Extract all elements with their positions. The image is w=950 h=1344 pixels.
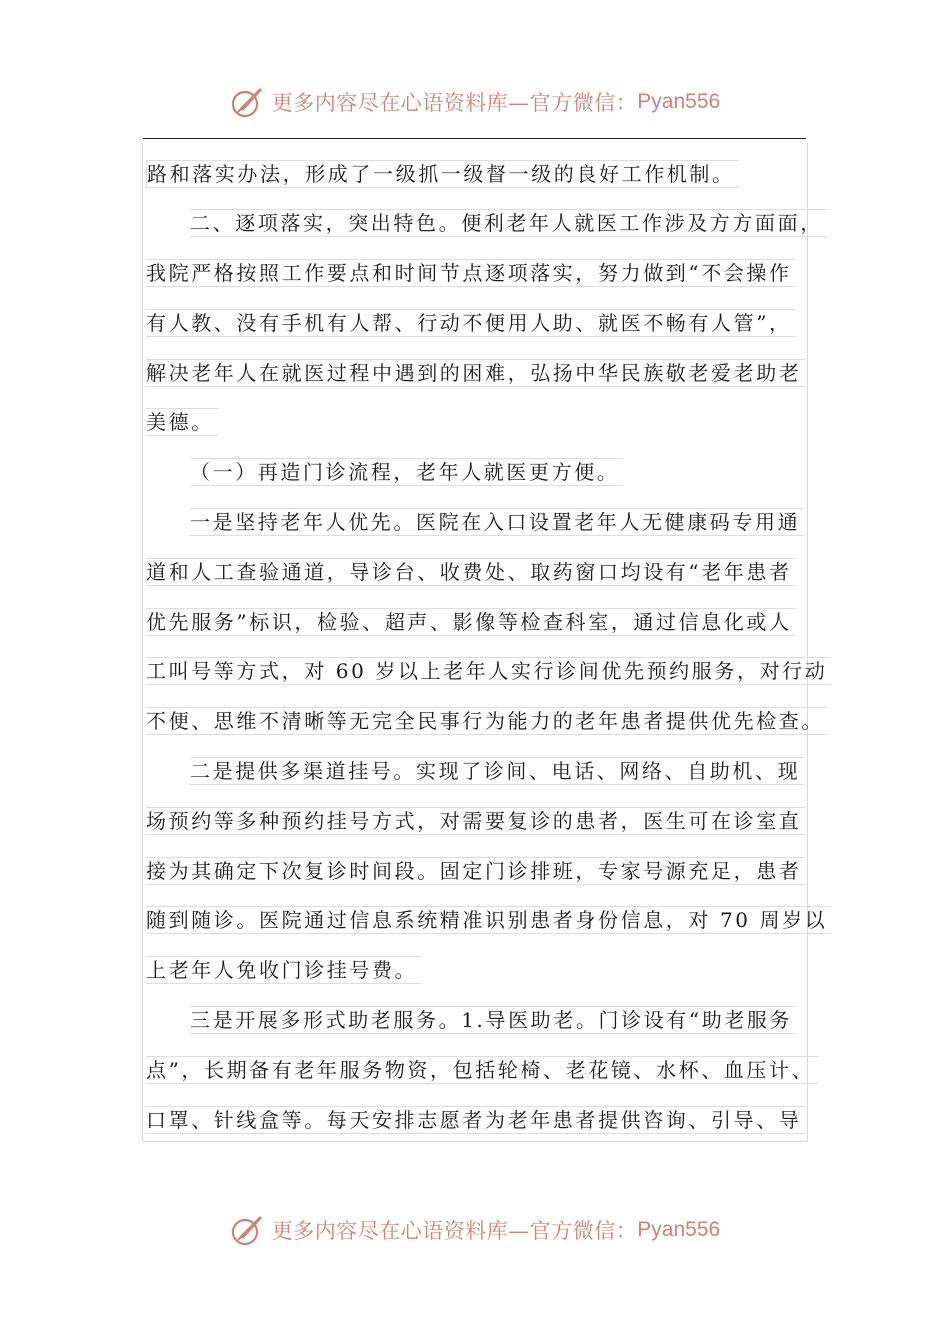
- body-line: 路和落实办法，形成了一级抓一级督一级的良好工作机制。: [146, 148, 836, 198]
- banner-text: 更多内容尽在心语资料库—官方微信：: [271, 1219, 638, 1243]
- header-rule: [143, 138, 806, 139]
- document-body: [146, 148, 836, 1144]
- banner-wechat-id: Pyan556: [637, 1218, 721, 1241]
- quill-logo-icon: [230, 84, 266, 120]
- body-line: 有人教、没有手机有人帮、行动不便用人助、就医不畅有人管”，: [146, 297, 836, 347]
- body-line: 工叫号等方式，对 60 岁以上老年人实行诊间优先预约服务，对行动: [146, 646, 836, 696]
- body-line: 我院严格按照工作要点和时间节点逐项落实，努力做到“不会操作: [146, 248, 836, 298]
- body-line: 口罩、针线盒等。每天安排志愿者为老年患者提供咨询、引导、导: [146, 1094, 836, 1144]
- body-line: 随到随诊。医院通过信息系统精准识别患者身份信息，对 70 周岁以: [146, 895, 836, 945]
- body-line: 二是提供多渠道挂号。实现了诊间、电话、网络、自助机、现: [146, 746, 836, 796]
- body-line: 接为其确定下次复诊时间段。固定门诊排班，专家号源充足，患者: [146, 845, 836, 895]
- body-line: 点”，长期备有老年服务物资，包括轮椅、老花镜、水杯、血压计、: [146, 1044, 836, 1094]
- header-banner: [0, 82, 950, 122]
- quill-logo-icon: [230, 1212, 266, 1248]
- body-line: 不便、思维不清晰等无完全民事行为能力的老年患者提供优先检查。: [146, 696, 836, 746]
- body-line: 解决老年人在就医过程中遇到的困难，弘扬中华民族敬老爱老助老: [146, 347, 836, 397]
- body-line: 优先服务”标识，检验、超声、影像等检查科室，通过信息化或人: [146, 596, 836, 646]
- body-line: 三是开展多形式助老服务。1.导医助老。门诊设有“助老服务: [146, 995, 836, 1045]
- body-line: 上老年人免收门诊挂号费。: [146, 945, 836, 995]
- body-line: 美德。: [146, 397, 836, 447]
- body-line: 一是坚持老年人优先。医院在入口设置老年人无健康码专用通: [146, 497, 836, 547]
- body-line: 二、逐项落实，突出特色。便利老年人就医工作涉及方方面面，: [146, 198, 836, 248]
- body-line: 场预约等多种预约挂号方式，对需要复诊的患者，医生可在诊室直: [146, 795, 836, 845]
- banner-wechat-id: Pyan556: [637, 90, 721, 113]
- section-heading: （一）再造门诊流程，老年人就医更方便。: [146, 447, 836, 497]
- banner-text: 更多内容尽在心语资料库—官方微信：: [271, 91, 638, 115]
- footer-banner: [0, 1210, 950, 1250]
- body-line: 道和人工查验通道，导诊台、收费处、取药窗口均设有“老年患者: [146, 546, 836, 596]
